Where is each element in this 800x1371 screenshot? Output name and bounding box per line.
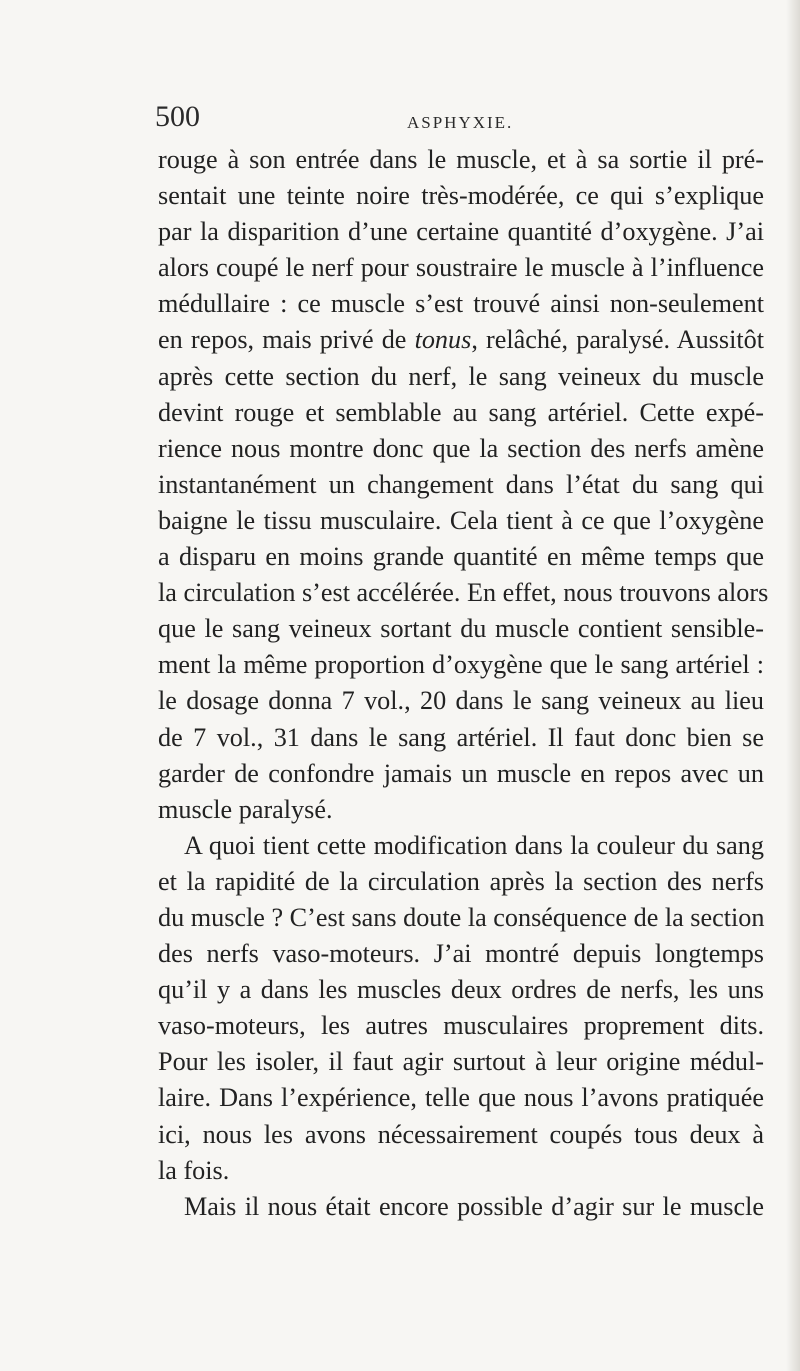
text-line: laire. Dans l’expérience, telle que nous l’avons pratiquée bbox=[158, 1083, 764, 1113]
text-line bbox=[158, 322, 764, 358]
text-line: des nerfs vaso-moteurs. J’ai montré depuis longtemps bbox=[158, 939, 764, 969]
page-edge-shadow bbox=[786, 0, 800, 1371]
text-line: a disparu en moins grande quantité en même temps que bbox=[158, 542, 764, 572]
page-number: 500 bbox=[155, 100, 200, 133]
text-line: alors coupé le nerf pour soustraire le muscle à l’influence bbox=[158, 253, 764, 283]
text-line: ment la même proportion d’oxygène que le sang artériel : bbox=[158, 650, 764, 680]
text-line: Mais il nous était encore possible d’agir sur le muscle bbox=[184, 1191, 764, 1221]
text-line: instantanément un changement dans l’état du sang qui bbox=[158, 469, 764, 499]
text-line: Pour les isoler, il faut agir surtout à leur origine médul- bbox=[158, 1047, 764, 1077]
text-line: et la rapidité de la circulation après la section des nerfs bbox=[158, 866, 764, 896]
text-line: médullaire : ce muscle s’est trouvé ainsi non-seulement bbox=[158, 289, 764, 319]
text-line: du muscle ? C’est sans doute la conséquence de la section bbox=[158, 902, 765, 932]
text-line: muscle paralysé. bbox=[158, 794, 333, 824]
text-line: rience nous montre donc que la section des nerfs amène bbox=[158, 433, 764, 463]
text-line: que le sang veineux sortant du muscle contient sensible- bbox=[158, 614, 764, 644]
text-line: sentait une teinte noire très-modérée, ce qui s’explique bbox=[158, 181, 764, 211]
text-line: la circulation s’est accélérée. En effet, nous trouvons alors bbox=[158, 578, 769, 608]
text-line: baigne le tissu musculaire. Cela tient à ce que l’oxygène bbox=[158, 505, 764, 535]
text-line: après cette section du nerf, le sang veineux du muscle bbox=[158, 361, 764, 391]
italic-term: tonus bbox=[414, 325, 472, 355]
text-line: rouge à son entrée dans le muscle, et à sa sortie il pré- bbox=[158, 145, 764, 174]
text-line: la fois. bbox=[158, 1155, 230, 1185]
text-fragment: , relâché, paralysé. Aussitôt bbox=[471, 325, 764, 355]
text-line: A quoi tient cette modification dans la couleur du sang bbox=[184, 830, 764, 860]
body-text bbox=[158, 142, 769, 1225]
text-line: vaso-moteurs, les autres musculaires proprement dits. bbox=[158, 1011, 764, 1041]
text-line: de 7 vol., 31 dans le sang artériel. Il faut donc bien se bbox=[158, 722, 764, 752]
running-head: ASPHYXIE. bbox=[407, 113, 514, 132]
text-line: le dosage donna 7 vol., 20 dans le sang veineux au lieu bbox=[158, 686, 764, 716]
text-line: par la disparition d’une certaine quantité d’oxygène. J’ai bbox=[158, 217, 764, 247]
text-line: ici, nous les avons nécessairement coupés tous deux à bbox=[158, 1119, 764, 1149]
text-fragment: en repos, mais privé de bbox=[158, 325, 407, 355]
text-line: devint rouge et semblable au sang artériel. Cette expé- bbox=[158, 397, 764, 427]
text-line: garder de confondre jamais un muscle en repos avec un bbox=[158, 758, 764, 788]
text-line: qu’il y a dans les muscles deux ordres de nerfs, les uns bbox=[158, 975, 764, 1005]
